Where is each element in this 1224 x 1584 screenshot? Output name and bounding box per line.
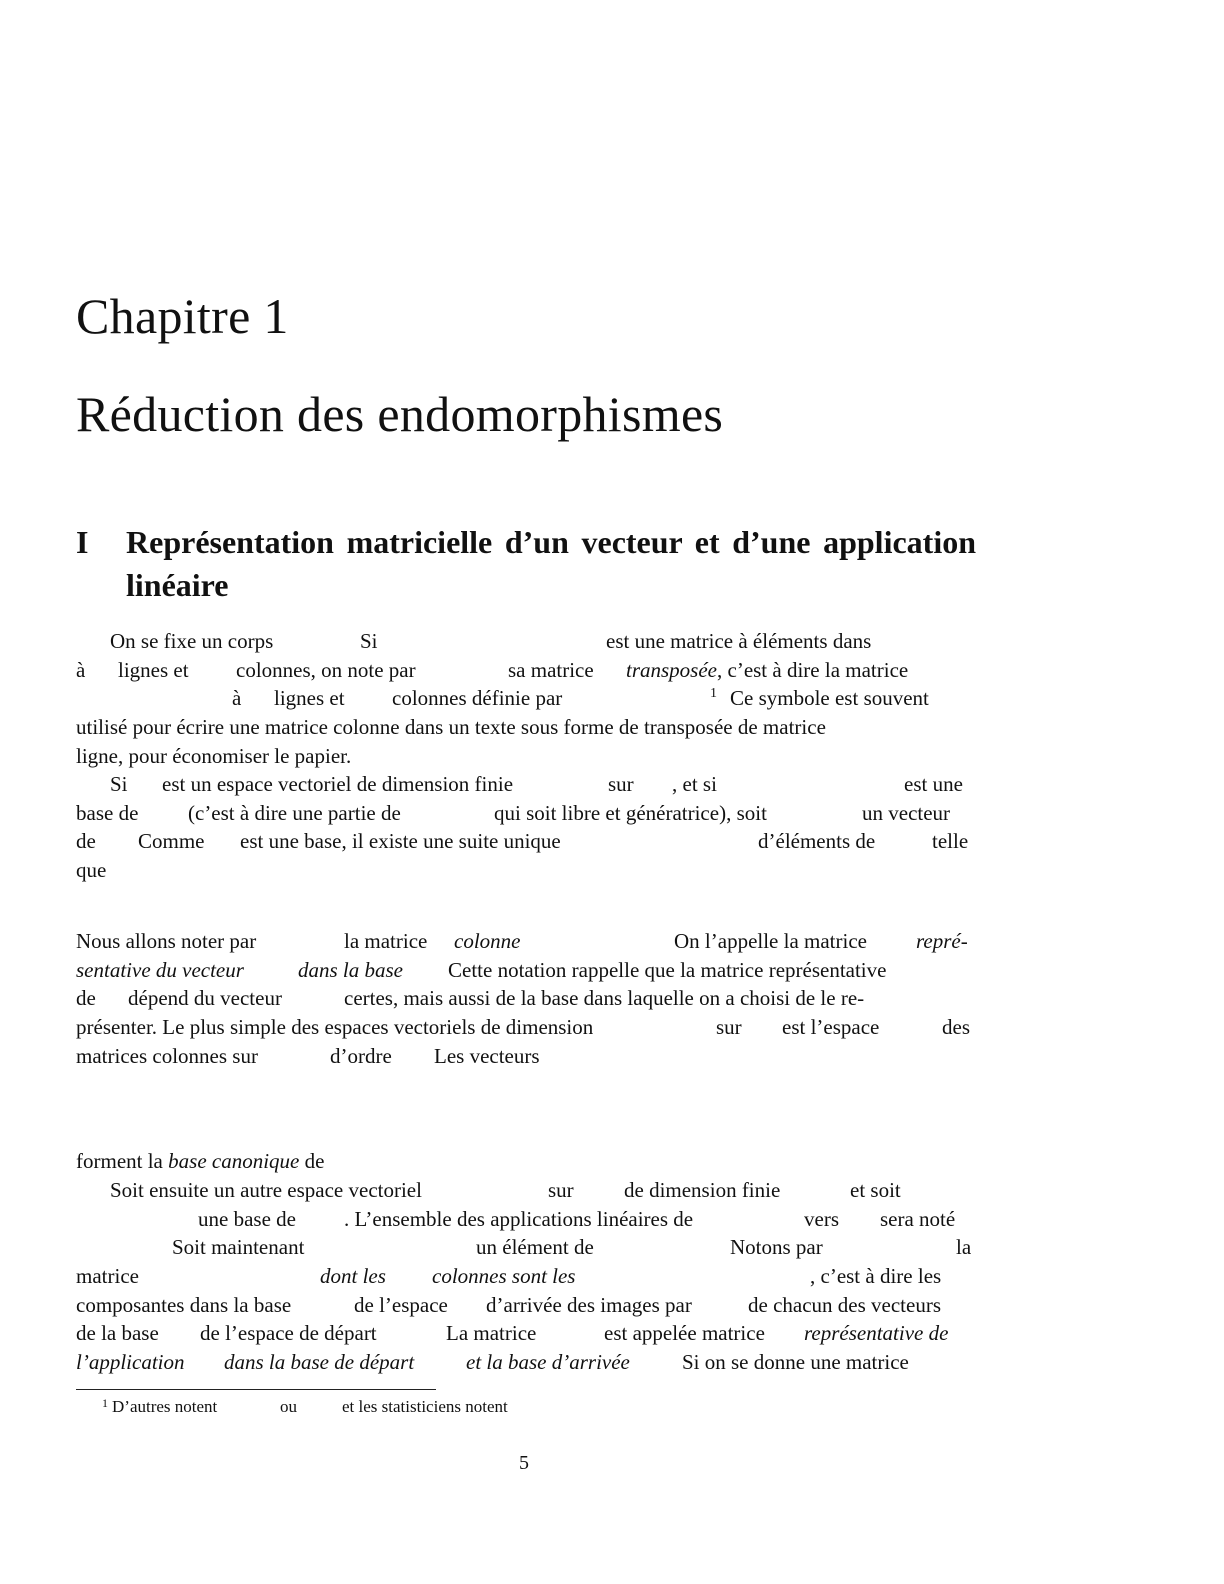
text-run: la bbox=[956, 1235, 972, 1260]
text-run: forment la bbox=[76, 1149, 163, 1173]
text-line bbox=[76, 927, 974, 956]
text-run: Si bbox=[360, 629, 378, 653]
text-line bbox=[76, 1262, 974, 1291]
text-line bbox=[76, 1176, 974, 1205]
italic-text: dans la base bbox=[298, 957, 403, 982]
text-run: Ce symbole est souvent bbox=[730, 686, 929, 711]
text-line bbox=[76, 684, 974, 713]
text-run: La matrice bbox=[446, 1321, 537, 1346]
text-line bbox=[76, 856, 974, 885]
text-run: un élément de bbox=[476, 1235, 594, 1260]
text-line bbox=[76, 713, 974, 742]
text-run: est une bbox=[904, 772, 963, 796]
italic-text: dans la base de départ bbox=[224, 1350, 415, 1375]
text-run: que bbox=[76, 858, 107, 883]
text-run: est un espace vectoriel de dimension finie bbox=[162, 772, 514, 796]
text-run: de l’espace bbox=[354, 1292, 448, 1317]
text-run: telle bbox=[932, 829, 969, 854]
text-run: matrices colonnes sur bbox=[76, 1043, 258, 1068]
text-run: matrice bbox=[76, 1264, 139, 1289]
text-run: ligne, pour économiser le papier. bbox=[76, 743, 352, 768]
text-run: Les vecteurs bbox=[434, 1043, 540, 1068]
text-run: d’ordre bbox=[330, 1043, 392, 1068]
text-run: est appelée matrice bbox=[604, 1321, 765, 1346]
paragraph-1 bbox=[76, 627, 974, 770]
text-run: , et si bbox=[672, 772, 717, 796]
italic-text: dont les bbox=[320, 1264, 386, 1289]
italic-text: l’application bbox=[76, 1350, 185, 1375]
text-run: de chacun des vecteurs bbox=[748, 1292, 941, 1317]
text-run: est une matrice à éléments dans bbox=[606, 629, 872, 653]
text-run: composantes dans la base bbox=[76, 1292, 292, 1317]
footnote-rule bbox=[76, 1389, 436, 1390]
text-run: à bbox=[232, 686, 242, 711]
text-run: utilisé pour écrire une matrice colonne dans un texte sous forme de transposée de matrice bbox=[76, 715, 826, 740]
footnote-text: D’autres notent bbox=[112, 1397, 218, 1416]
italic-text: sentative du vecteur bbox=[76, 957, 244, 982]
section-heading bbox=[76, 521, 976, 607]
paragraph-5 bbox=[76, 1176, 974, 1377]
text-run: Notons par bbox=[730, 1235, 823, 1260]
text-line bbox=[76, 1233, 974, 1262]
text-run: un vecteur bbox=[862, 800, 951, 825]
text-run: On l’appelle la matrice bbox=[674, 929, 867, 953]
text-line bbox=[76, 770, 974, 799]
italic-text: représentative de bbox=[804, 1321, 949, 1346]
text-line bbox=[76, 656, 974, 685]
text-run: sur bbox=[548, 1178, 574, 1202]
text-run: sur bbox=[716, 1015, 742, 1040]
text-line bbox=[76, 1348, 974, 1377]
text-line bbox=[76, 627, 974, 656]
text-line bbox=[76, 1042, 974, 1071]
text-run: et soit bbox=[850, 1178, 901, 1202]
text-run: des bbox=[942, 1015, 970, 1040]
text-run: Si bbox=[110, 772, 128, 796]
text-line bbox=[76, 742, 974, 771]
italic-text: et la base d’arrivée bbox=[466, 1350, 630, 1375]
text-run: à bbox=[76, 657, 86, 682]
italic-text: transposée bbox=[626, 657, 717, 682]
text-line bbox=[76, 1291, 974, 1320]
text-run: Nous allons noter par bbox=[76, 929, 257, 953]
text-line bbox=[76, 1013, 974, 1042]
text-run: de dimension finie bbox=[624, 1178, 781, 1202]
text-line bbox=[76, 827, 974, 856]
text-line bbox=[76, 1319, 974, 1348]
text-run: vers bbox=[804, 1206, 839, 1231]
text-run: Comme bbox=[138, 829, 205, 854]
text-run: de bbox=[76, 829, 96, 854]
text-run: d’arrivée des images par bbox=[486, 1292, 692, 1317]
footnote-marker: 1 bbox=[710, 686, 717, 702]
text-run: de l’espace de départ bbox=[200, 1321, 377, 1346]
text-run: qui soit libre et génératrice), soit bbox=[494, 800, 767, 825]
paragraph-4 bbox=[76, 1147, 974, 1176]
text-run: d’éléments de bbox=[758, 829, 876, 854]
italic-text: repré- bbox=[916, 929, 968, 953]
italic-text: base canonique bbox=[168, 1149, 300, 1173]
text-run: colonnes définie par bbox=[392, 686, 563, 711]
text-run: de bbox=[76, 986, 96, 1011]
text-run: une base de bbox=[198, 1206, 296, 1231]
italic-text: colonnes sont les bbox=[432, 1264, 576, 1289]
chapter-title: Réduction des endomorphismes bbox=[76, 386, 724, 442]
text-run: Si on se donne une matrice bbox=[682, 1350, 909, 1375]
text-run: lignes et bbox=[274, 686, 345, 711]
page-number: 5 bbox=[519, 1452, 529, 1474]
text-run: de la base bbox=[76, 1321, 159, 1346]
footnote-mark: 1 bbox=[102, 1396, 108, 1410]
text-run: sa matrice bbox=[508, 657, 594, 682]
text-line bbox=[76, 1147, 974, 1176]
paragraph-2 bbox=[76, 770, 974, 885]
section-number: I bbox=[76, 524, 89, 560]
text-line bbox=[76, 799, 974, 828]
text-run: Cette notation rappelle que la matrice représentative bbox=[448, 957, 887, 982]
text-run: , c’est à dire les bbox=[810, 1264, 942, 1289]
text-run: sera noté bbox=[880, 1206, 956, 1231]
footnote-text: et les statisticiens notent bbox=[342, 1397, 508, 1416]
text-run: colonnes, on note par bbox=[236, 657, 416, 682]
text-run: de bbox=[304, 1149, 325, 1173]
text-run: présenter. Le plus simple des espaces vectoriels de dimension bbox=[76, 1015, 594, 1040]
text-line bbox=[76, 1205, 974, 1234]
text-run: la matrice bbox=[344, 929, 428, 953]
chapter-label: Chapitre 1 bbox=[76, 288, 289, 344]
text-run: . L’ensemble des applications linéaires de bbox=[344, 1206, 694, 1231]
text-run: sur bbox=[608, 772, 634, 796]
text-run: base de bbox=[76, 800, 139, 825]
section-title: Représentation matricielle d’un vecteur et d’une application linéaire bbox=[126, 524, 976, 603]
footnote-text: ou bbox=[280, 1397, 297, 1416]
text-run: dépend du vecteur bbox=[128, 986, 282, 1011]
text-line bbox=[76, 984, 974, 1013]
text-run: (c’est à dire une partie de bbox=[188, 800, 401, 825]
text-run: est l’espace bbox=[782, 1015, 880, 1040]
text-run: , c’est à dire la matrice bbox=[717, 657, 909, 682]
text-line bbox=[76, 956, 974, 985]
text-run: est une base, il existe une suite unique bbox=[240, 829, 561, 854]
text-run: On se fixe un corps bbox=[110, 629, 274, 653]
text-run: Soit maintenant bbox=[172, 1235, 305, 1260]
text-run: Soit ensuite un autre espace vectoriel bbox=[110, 1178, 422, 1202]
text-run: lignes et bbox=[118, 657, 189, 682]
italic-text: colonne bbox=[454, 929, 521, 953]
text-run: certes, mais aussi de la base dans laquelle on a choisi de le re- bbox=[344, 986, 865, 1011]
paragraph-3 bbox=[76, 927, 974, 1070]
